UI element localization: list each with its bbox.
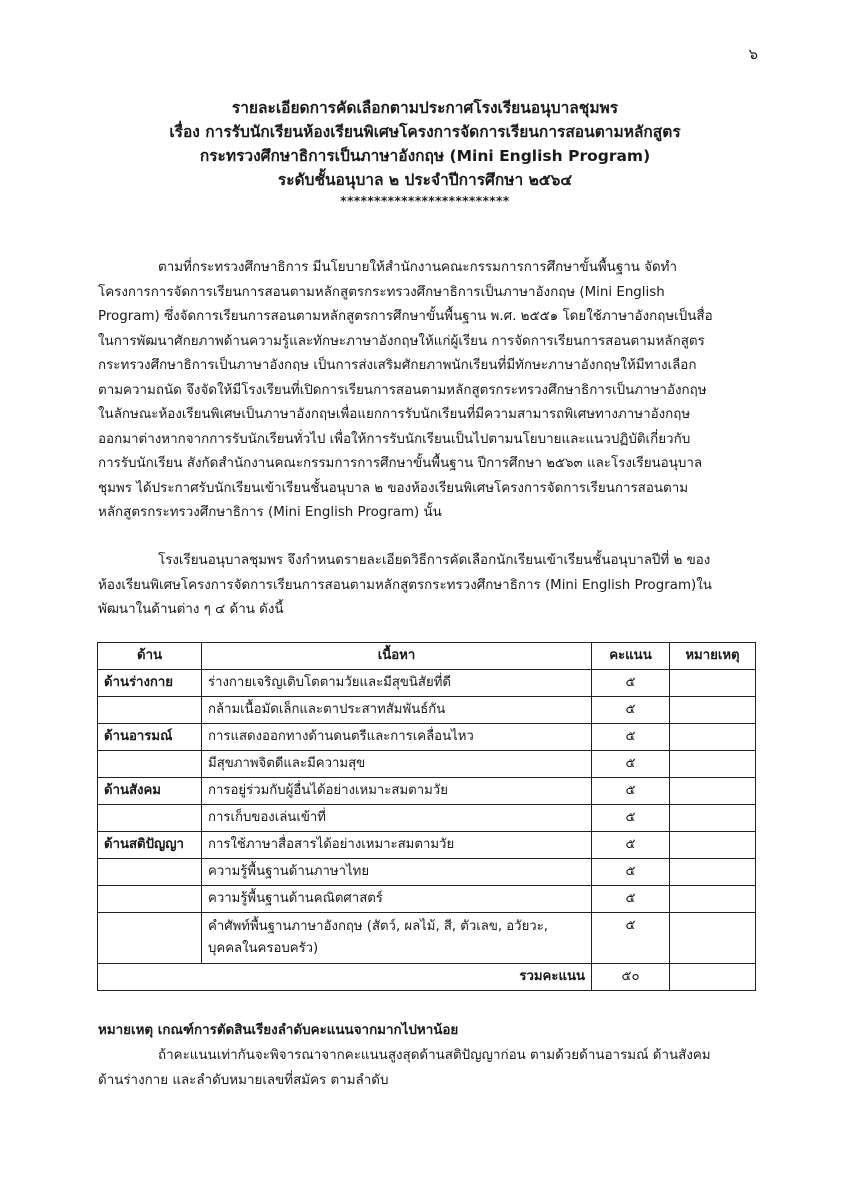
content-cell: ความรู้พื้นฐานด้านภาษาไทย bbox=[202, 859, 592, 886]
table-row bbox=[98, 832, 756, 859]
paragraph-line: ในลักษณะห้องเรียนพิเศษเป็นภาษาอังกฤษเพื่อแยกการรับนักเรียนที่มีความสามารถพิเศษทางภาษาอังกฤษ bbox=[98, 407, 691, 422]
aspect-spacer bbox=[98, 751, 202, 778]
table-row bbox=[98, 670, 756, 697]
content-cell: การอยู่ร่วมกับผู้อื่นได้อย่างเหมาะสมตามวัย bbox=[202, 778, 592, 805]
title-line-3: กระทรวงศึกษาธิการเป็นภาษาอังกฤษ (Mini English Program) bbox=[199, 147, 651, 165]
table-row bbox=[98, 805, 756, 832]
table-total-row bbox=[98, 964, 756, 991]
header-score: คะแนน bbox=[592, 643, 670, 670]
remark-cell bbox=[670, 859, 756, 886]
content-cell: การเก็บของเล่นเข้าที่ bbox=[202, 805, 592, 832]
content-cell: ร่างกายเจริญเติบโตตามวัยและมีสุขนิสัยที่ดี bbox=[202, 670, 592, 697]
aspect-spacer bbox=[98, 913, 202, 964]
score-cell: ๕ bbox=[592, 724, 670, 751]
header-aspect: ด้าน bbox=[98, 643, 202, 670]
paragraph-line: ในการพัฒนาศักยภาพด้านความรู้และทักษะภาษาอังกฤษให้แก่ผู้เรียน การจัดการเรียนการสอนตามหลักสูตร bbox=[98, 333, 705, 349]
aspect-intellectual: ด้านสติปัญญา bbox=[98, 832, 202, 859]
title-line-4: ระดับชั้นอนุบาล ๒ ประจำปีการศึกษา ๒๕๖๔ bbox=[277, 171, 573, 189]
header-content: เนื้อหา bbox=[202, 643, 592, 670]
remark-cell bbox=[670, 778, 756, 805]
score-cell: ๕ bbox=[592, 859, 670, 886]
criteria-table bbox=[97, 642, 756, 991]
score-cell: ๕ bbox=[592, 778, 670, 805]
table-row bbox=[98, 751, 756, 778]
total-label: รวมคะแนน bbox=[98, 964, 592, 991]
paragraph-line: Program) ซึ่งจัดการเรียนการสอนตามหลักสูตรการศึกษาขั้นพื้นฐาน พ.ศ. ๒๕๕๑ โดยใช้ภาษาอังกฤษเป็นสื่อ bbox=[98, 309, 713, 324]
score-cell: ๕ bbox=[592, 832, 670, 859]
content-cell: ความรู้พื้นฐานด้านคณิตศาสตร์ bbox=[202, 886, 592, 913]
aspect-social: ด้านสังคม bbox=[98, 778, 202, 805]
note-section bbox=[98, 1018, 758, 1093]
page-number: ๖ bbox=[748, 45, 758, 63]
note-heading: หมายเหตุ เกณฑ์การตัดสินเรียงลำดับคะแนนจากมากไปหาน้อย bbox=[98, 1023, 459, 1038]
paragraph-line: หลักสูตรกระทรวงศึกษาธิการ (Mini English Program) นั้น bbox=[98, 505, 442, 520]
content-cell: การแสดงออกทางด้านดนตรีและการเคลื่อนไหว bbox=[202, 724, 592, 751]
aspect-physical: ด้านร่างกาย bbox=[98, 670, 202, 697]
remark-cell bbox=[670, 886, 756, 913]
paragraph-line: การรับนักเรียน สังกัดสำนักงานคณะกรรมการการศึกษาขั้นพื้นฐาน ปีการศึกษา ๒๕๖๓ และโรงเรียนอนุบาล bbox=[98, 456, 703, 471]
aspect-spacer bbox=[98, 859, 202, 886]
score-cell: ๕ bbox=[592, 697, 670, 724]
document-title bbox=[0, 96, 850, 210]
content-cell: การใช้ภาษาสื่อสารได้อย่างเหมาะสมตามวัย bbox=[202, 832, 592, 859]
remark-cell bbox=[670, 832, 756, 859]
table-row bbox=[98, 778, 756, 805]
remark-cell bbox=[670, 724, 756, 751]
aspect-spacer bbox=[98, 805, 202, 832]
paragraph-selection bbox=[98, 549, 756, 623]
table-header-row bbox=[98, 643, 756, 670]
title-line-2: เรื่อง การรับนักเรียนห้องเรียนพิเศษโครงการจัดการเรียนการสอนตามหลักสูตร bbox=[169, 123, 681, 141]
paragraph-line: พัฒนาในด้านต่าง ๆ ๔ ด้าน ดังนี้ bbox=[98, 602, 284, 617]
aspect-spacer bbox=[98, 697, 202, 724]
paragraph-line: โครงการการจัดการเรียนการสอนตามหลักสูตรกระทรวงศึกษาธิการเป็นภาษาอังกฤษ (Mini English bbox=[98, 284, 665, 300]
paragraph-line: ออกมาต่างหากจากการรับนักเรียนทั่วไป เพื่อให้การรับนักเรียนเป็นไปตามนโยบายและแนวปฏิบัติเกี่ยวกับ bbox=[98, 431, 691, 447]
score-cell: ๕ bbox=[592, 670, 670, 697]
table-row bbox=[98, 724, 756, 751]
table-row bbox=[98, 886, 756, 913]
remark-cell bbox=[670, 751, 756, 778]
remark-cell bbox=[670, 670, 756, 697]
header-remark: หมายเหตุ bbox=[670, 643, 756, 670]
score-cell: ๕ bbox=[592, 913, 670, 964]
table-row bbox=[98, 697, 756, 724]
paragraph-line: โรงเรียนอนุบาลชุมพร จึงกำหนดรายละเอียดวิธีการคัดเลือกนักเรียนเข้าเรียนชั้นอนุบาลปีที่ ๒ ของ bbox=[158, 553, 711, 568]
paragraph-line: ตามที่กระทรวงศึกษาธิการ มีนโยบายให้สำนักงานคณะกรรมการการศึกษาขั้นพื้นฐาน จัดทำ bbox=[158, 260, 678, 275]
paragraph-line: ชุมพร ได้ประกาศรับนักเรียนเข้าเรียนชั้นอนุบาล ๒ ของห้องเรียนพิเศษโครงการจัดการเรียนการสอนตาม bbox=[98, 480, 689, 496]
paragraph-line: ตามความถนัด จึงจัดให้มีโรงเรียนที่เปิดการเรียนการสอนตามหลักสูตรกระทรวงศึกษาธิการเป็นภาษาอังกฤษ bbox=[98, 382, 707, 398]
remark-cell bbox=[670, 964, 756, 991]
paragraph-line: กระทรวงศึกษาธิการเป็นภาษาอังกฤษ เป็นการส่งเสริมศักยภาพนักเรียนที่มีทักษะภาษาอังกฤษให้มีทางเลือก bbox=[98, 358, 697, 373]
content-cell: มีสุขภาพจิตดีและมีความสุข bbox=[202, 751, 592, 778]
table-row bbox=[98, 859, 756, 886]
note-line: ถ้าคะแนนเท่ากันจะพิจารณาจากคะแนนสูงสุดด้านสติปัญญาก่อน ตามด้วยด้านอารมณ์ ด้านสังคม bbox=[158, 1048, 711, 1063]
content-cell: กล้ามเนื้อมัดเล็กและตาประสาทสัมพันธ์กัน bbox=[202, 697, 592, 724]
total-score: ๕๐ bbox=[592, 964, 670, 991]
title-separator: ************************* bbox=[340, 194, 510, 208]
content-cell: คำศัพท์พื้นฐานภาษาอังกฤษ (สัตว์, ผลไม้, สี, ตัวเลข, อวัยวะ, บุคคลในครอบครัว) bbox=[202, 913, 592, 964]
paragraph-intro bbox=[98, 256, 756, 526]
remark-cell bbox=[670, 805, 756, 832]
title-line-1: รายละเอียดการคัดเลือกตามประกาศโรงเรียนอนุบาลชุมพร bbox=[231, 99, 619, 117]
remark-cell bbox=[670, 697, 756, 724]
aspect-emotional: ด้านอารมณ์ bbox=[98, 724, 202, 751]
aspect-spacer bbox=[98, 886, 202, 913]
paragraph-line: ห้องเรียนพิเศษโครงการจัดการเรียนการสอนตามหลักสูตรกระทรวงศึกษาธิการ (Mini English Program)ใน bbox=[98, 577, 712, 593]
remark-cell bbox=[670, 913, 756, 964]
table-row bbox=[98, 913, 756, 964]
score-cell: ๕ bbox=[592, 805, 670, 832]
score-cell: ๕ bbox=[592, 886, 670, 913]
score-cell: ๕ bbox=[592, 751, 670, 778]
note-line: ด้านร่างกาย และลำดับหมายเลขที่สมัคร ตามลำดับ bbox=[98, 1073, 389, 1088]
